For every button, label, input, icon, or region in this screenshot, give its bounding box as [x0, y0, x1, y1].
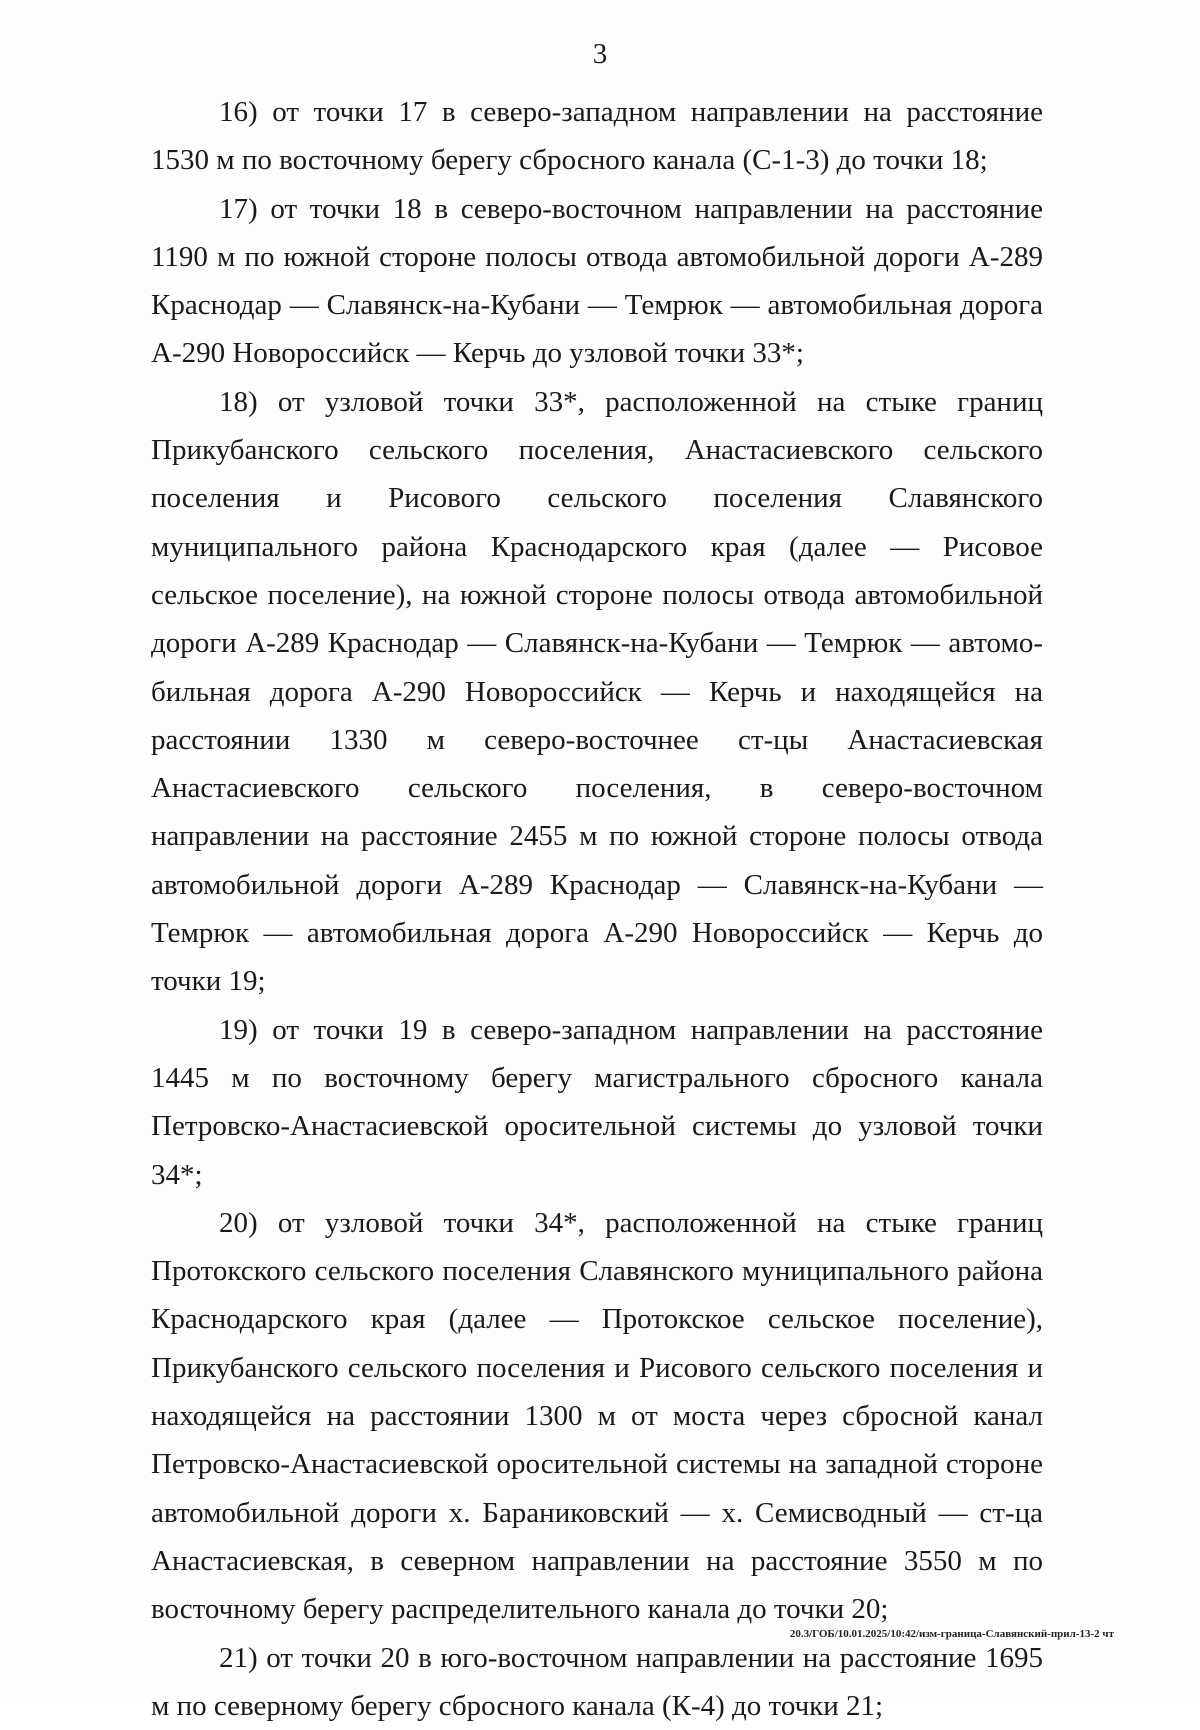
document-body	[151, 88, 1043, 1730]
paragraph-21: 21) от точки 20 в юго-восточном направлении на расстояние 1695 м по северному берегу сбросного канала (К-4) до точки 21;	[151, 1634, 1043, 1730]
page-number: 3	[0, 34, 1200, 74]
paragraph-17: 17) от точки 18 в северо-восточном направлении на расстояние 1190 м по южной стороне полосы отвода автомобильной дороги А-289 Краснодар — Славянск-на-Кубани — Темрюк — автомобильная дорога А-290 Новороссийск — Керчь до узловой точки 33*;	[151, 185, 1043, 378]
paragraph-20: 20) от узловой точки 34*, расположенной на стыке границ Протокского сельского поселения Славянского муниципального района Краснодарского края (далее — Протокское сельское поселение), Прикубанского сельского поселения и Рисового сельского поселения и находящейся на расстоянии 1300 м от моста через сбросной канал Петровско-Анастасиевской оросительной системы на западной стороне автомобильной дороги х. Бараниковский — х. Семисводный — ст-ца Анастасиевская, в северном направлении на расстояние 3550 м по восточному берегу распределительного канала до точки 20;	[151, 1199, 1043, 1634]
paragraph-16: 16) от точки 17 в северо-западном направлении на расстояние 1530 м по восточному берегу сбросного канала (С-1-3) до точки 18;	[151, 88, 1043, 185]
paragraph-19: 19) от точки 19 в северо-западном направлении на расстояние 1445 м по восточному берегу магистрального сбросного канала Петровско-Анастасиевской оросительной системы до узловой точки 34*;	[151, 1006, 1043, 1199]
footer-document-code: 20.3/ГОБ/10.01.2025/10:42/изм-граница-Славянский-прил-13-2 чт	[790, 1627, 1114, 1641]
paragraph-18: 18) от узловой точки 33*, расположенной на стыке границ Прикубанского сельского поселения, Анастасиевского сельского поселения и Рисового сельского поселения Славянского муниципального района Краснодарского края (далее — Рисовое сельское поселение), на южной стороне полосы отвода автомобильной дороги А-289 Краснодар — Славянск-на-Кубани — Темрюк — автомобильная дорога А-290 Новороссийск — Керчь и находящейся на расстоянии 1330 м северо-восточнее ст-цы Анастасиевская Анастасиевского сельского поселения, в северо-восточном направлении на расстояние 2455 м по южной стороне полосы отвода автомобильной дороги А-289 Краснодар — Славянск-на-Кубани — Темрюк — автомобильная дорога А-290 Новороссийск — Керчь до точки 19;	[151, 378, 1043, 1006]
